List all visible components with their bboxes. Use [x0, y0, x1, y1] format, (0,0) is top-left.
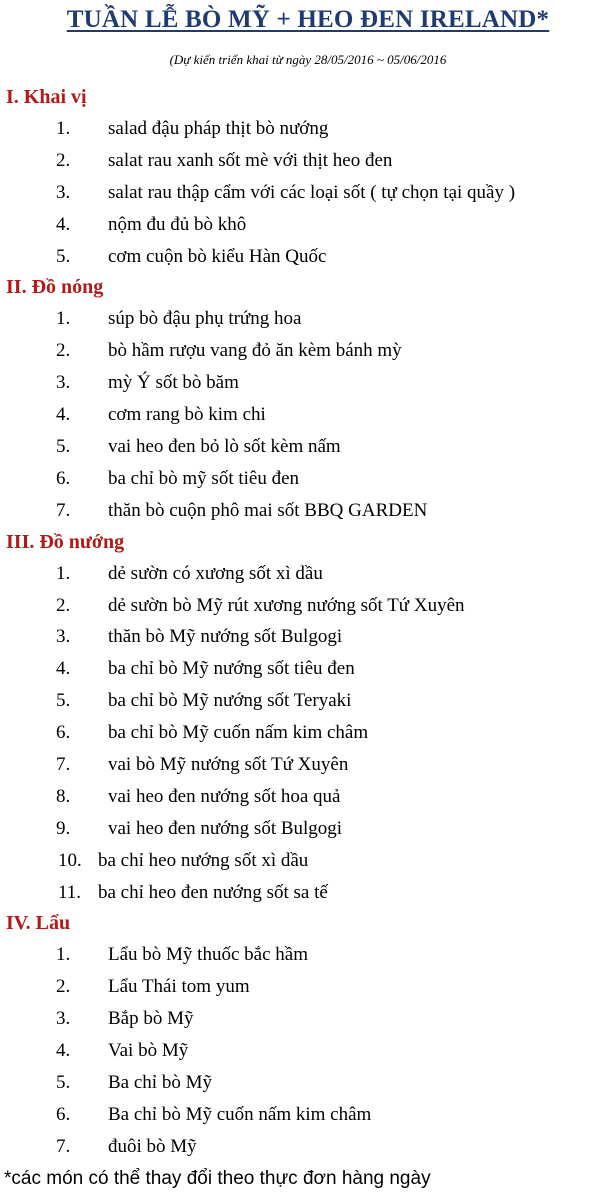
- item-text: Bắp bò Mỹ: [108, 1008, 194, 1030]
- item-text: Vai bò Mỹ: [108, 1040, 189, 1062]
- item-number: 2.: [56, 340, 71, 362]
- item-text: ba chỉ bò mỹ sốt tiêu đen: [108, 467, 300, 489]
- item-number: 4.: [56, 404, 71, 426]
- item-text: mỳ Ý sốt bò băm: [108, 372, 239, 394]
- menu-item: [6, 303, 612, 335]
- section-grilled: [6, 527, 612, 909]
- item-number: 1.: [56, 562, 71, 584]
- item-number: 7.: [56, 499, 71, 521]
- item-number: 1.: [56, 118, 71, 139]
- menu-item: [6, 431, 612, 463]
- item-number: 5.: [56, 436, 71, 458]
- menu-item: [6, 241, 612, 273]
- item-number: 5.: [56, 690, 71, 712]
- menu-item: [6, 621, 612, 653]
- item-number: 3.: [56, 626, 71, 648]
- item-number: 6.: [56, 722, 71, 744]
- item-text: cơm rang bò kim chi: [108, 404, 266, 426]
- item-text: ba chỉ bò Mỹ nướng sốt Teryaki: [108, 690, 352, 712]
- item-text: Lẩu Thái tom yum: [108, 976, 250, 998]
- menu-item: [6, 463, 612, 495]
- item-number: 7.: [56, 1135, 71, 1157]
- item-text: cơm cuộn bò kiểu Hàn Quốc: [108, 245, 327, 267]
- item-text: thăn bò cuộn phô mai sốt BBQ GARDEN: [108, 499, 428, 521]
- section-heading: III. Đồ nướng: [6, 530, 125, 553]
- menu-item: [6, 653, 612, 685]
- page-title: [0, 4, 616, 36]
- item-number: 7.: [56, 754, 71, 776]
- footnote: *các món có thể thay đổi theo thực đơn hàng ngày: [4, 1168, 431, 1189]
- item-number: 1.: [56, 308, 71, 330]
- item-number: 2.: [56, 976, 71, 998]
- item-number: 8.: [56, 785, 71, 807]
- item-text: đuôi bò Mỹ: [108, 1135, 197, 1157]
- item-text: ba chỉ heo đen nướng sốt sa tế: [98, 881, 328, 903]
- menu-item: [6, 399, 612, 431]
- menu-item: [6, 939, 612, 971]
- item-text: vai heo đen nướng sốt hoa quả: [108, 785, 341, 807]
- menu-item: [6, 749, 612, 781]
- item-text: vai heo đen bỏ lò sốt kèm nấm: [108, 436, 341, 458]
- section-heading: I. Khai vị: [6, 86, 87, 108]
- item-number: 3.: [56, 372, 71, 394]
- menu-item: [6, 335, 612, 367]
- item-text: ba chỉ heo nướng sốt xì dầu: [98, 849, 309, 871]
- item-text: ba chỉ bò Mỹ nướng sốt tiêu đen: [108, 658, 355, 680]
- item-number: 2.: [56, 594, 71, 616]
- menu-item: [6, 845, 612, 877]
- item-text: dẻ sườn có xương sốt xì dầu: [108, 562, 323, 584]
- section-hot-dishes: [6, 272, 612, 526]
- item-number: 10.: [58, 849, 82, 871]
- item-text: salat rau thập cẩm với các loại sốt ( tự chọn tại quầy ): [108, 181, 516, 203]
- item-number: 5.: [56, 1072, 71, 1094]
- menu-item: [6, 495, 612, 527]
- item-number: 4.: [56, 658, 71, 680]
- item-text: bò hầm rượu vang đỏ ăn kèm bánh mỳ: [108, 340, 402, 362]
- item-number: 6.: [56, 467, 71, 489]
- menu-item: [6, 685, 612, 717]
- item-text: nộm đu đủ bò khô: [108, 213, 247, 235]
- menu-item: [6, 813, 612, 845]
- menu-item: [6, 590, 612, 622]
- menu-item: [6, 113, 612, 145]
- menu-item: [6, 209, 612, 241]
- item-number: 6.: [56, 1103, 71, 1125]
- menu-item: [6, 781, 612, 813]
- item-text: dẻ sườn bò Mỹ rút xương nướng sốt Tứ Xuyên: [108, 594, 465, 616]
- menu-item: [6, 558, 612, 590]
- date-range-subtitle: (Dự kiến triển khai từ ngày 28/05/2016 ~ 05/06/2016: [169, 52, 447, 67]
- menu-item: [6, 1035, 612, 1067]
- item-number: 4.: [56, 213, 71, 235]
- item-text: vai bò Mỹ nướng sốt Tứ Xuyên: [108, 754, 349, 776]
- menu-list: [6, 82, 612, 1163]
- item-number: 4.: [56, 1040, 71, 1062]
- item-number: 2.: [56, 149, 71, 171]
- item-text: Lẩu bò Mỹ thuốc bắc hầm: [108, 944, 308, 966]
- item-text: salad đậu pháp thịt bò nướng: [108, 118, 329, 139]
- item-number: 3.: [56, 181, 71, 203]
- item-text: Ba chỉ bò Mỹ cuốn nấm kim châm: [108, 1103, 372, 1125]
- menu-item: [6, 145, 612, 177]
- menu-item: [6, 367, 612, 399]
- section-appetizers: [6, 82, 612, 272]
- item-number: 1.: [56, 944, 71, 966]
- item-number: 9.: [56, 817, 71, 839]
- item-text: súp bò đậu phụ trứng hoa: [108, 308, 302, 330]
- section-hotpot: [6, 908, 612, 1162]
- item-number: 11.: [58, 881, 82, 903]
- item-text: salat rau xanh sốt mè với thịt heo đen: [108, 149, 393, 171]
- page-title-text: TUẦN LỄ BÒ MỸ + HEO ĐEN IRELAND*: [66, 6, 550, 33]
- menu-item: [6, 1099, 612, 1131]
- item-text: thăn bò Mỹ nướng sốt Bulgogi: [108, 626, 343, 648]
- menu-item: [6, 971, 612, 1003]
- section-heading: II. Đồ nóng: [6, 276, 104, 299]
- menu-item: [6, 1131, 612, 1163]
- item-text: Ba chỉ bò Mỹ: [108, 1072, 212, 1094]
- item-number: 3.: [56, 1008, 71, 1030]
- item-number: 5.: [56, 245, 71, 267]
- menu-item: [6, 177, 612, 209]
- menu-item: [6, 1003, 612, 1035]
- menu-item: [6, 1067, 612, 1099]
- menu-item: [6, 877, 612, 909]
- section-heading: IV. Lẩu: [6, 912, 71, 935]
- menu-item: [6, 717, 612, 749]
- item-text: ba chỉ bò Mỹ cuốn nấm kim châm: [108, 722, 369, 744]
- item-text: vai heo đen nướng sốt Bulgogi: [108, 817, 343, 839]
